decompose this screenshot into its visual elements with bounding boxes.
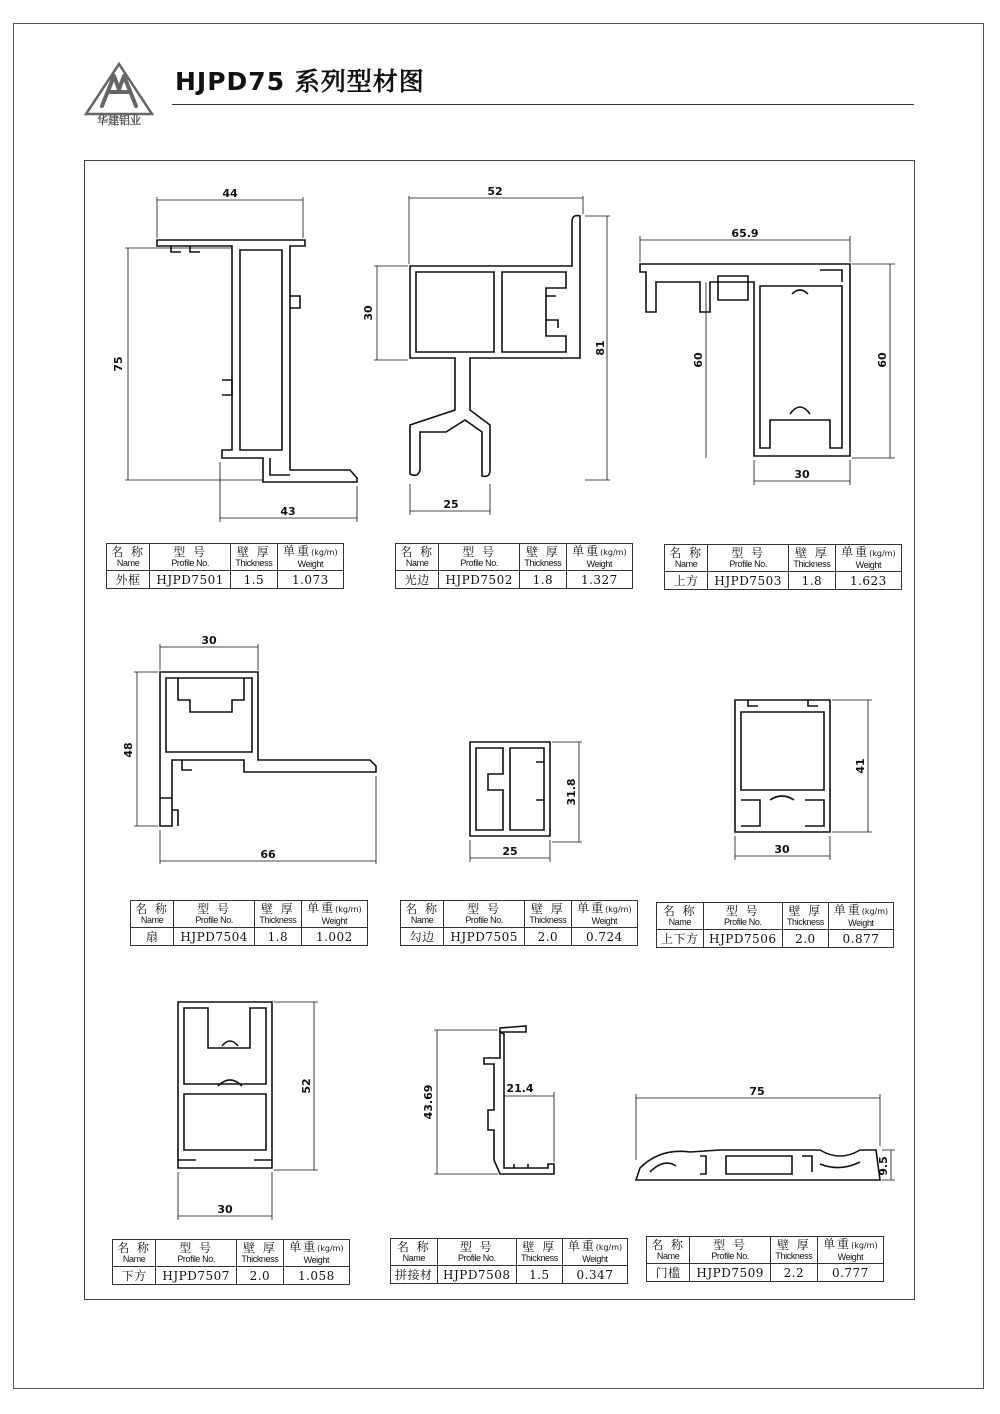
dim-7507-width: 30 [217, 1203, 233, 1216]
dim-7502-inner: 30 [362, 305, 375, 321]
dim-7502-base: 25 [443, 498, 459, 511]
cell-profile-no: HJPD7506 [703, 930, 782, 948]
cell-name: 拼接材 [391, 1266, 438, 1284]
cell-weight: 0.347 [562, 1266, 627, 1284]
cell-profile-no: HJPD7504 [174, 928, 255, 946]
cell-weight: 1.073 [277, 571, 343, 589]
cell-thickness: 2.0 [237, 1267, 284, 1285]
title-divider [172, 104, 914, 105]
cell-profile-no: HJPD7509 [690, 1264, 771, 1282]
dim-7503-inner-height: 60 [692, 352, 705, 368]
cell-profile-no: HJPD7505 [444, 928, 525, 946]
cell-profile-no: HJPD7502 [439, 571, 520, 589]
cell-thickness: 1.8 [255, 928, 302, 946]
cell-weight: 1.327 [566, 571, 632, 589]
profile-drawing-7504 [120, 630, 390, 870]
cell-name: 勾边 [401, 928, 444, 946]
spec-table-7506: 名 称 Name 型 号 Profile No. 壁 厚 Thickness 单重(kg/m) Weight 上下方 HJPD7506 2.0 0.877 [656, 902, 894, 948]
dim-7509-height: 9.5 [877, 1156, 890, 1176]
dim-7507-height: 52 [300, 1078, 313, 1094]
spec-table-7509: 名 称 Name 型 号 Profile No. 壁 厚 Thickness 单重(kg/m) Weight 门槛 HJPD7509 2.2 0.777 [646, 1236, 884, 1282]
cell-name: 门槛 [647, 1264, 690, 1282]
dim-7505-width: 25 [502, 845, 518, 858]
spec-table-7507: 名 称 Name 型 号 Profile No. 壁 厚 Thickness 单重(kg/m) Weight 下方 HJPD7507 2.0 1.058 [112, 1239, 350, 1285]
dim-7502-height: 81 [594, 340, 607, 356]
cell-name: 下方 [113, 1267, 156, 1285]
cell-thickness: 2.0 [782, 930, 828, 948]
spec-table-7504: 名 称 Name 型 号 Profile No. 壁 厚 Thickness 单重(kg/m) Weight 扇 HJPD7504 1.8 1.002 [130, 900, 368, 946]
dim-7504-height: 48 [122, 742, 135, 758]
cell-weight: 1.623 [835, 572, 901, 590]
brand-name: 华建铝业 [97, 114, 141, 127]
spec-table-7502: 名 称 Name 型 号 Profile No. 壁 厚 Thickness 单重(kg/m) Weight 光边 HJPD7502 1.8 1.327 [395, 543, 633, 589]
dim-7506-height: 41 [854, 758, 867, 774]
spec-table-7501: 名 称 Name 型 号 Profile No. 壁 厚 Thickness 单重(kg/m) Weight 外框 HJPD7501 1.5 1.073 [106, 543, 344, 589]
dim-7501-base: 43 [280, 505, 296, 518]
cell-profile-no: HJPD7507 [156, 1267, 237, 1285]
cell-name: 扇 [131, 928, 174, 946]
spec-table-7508: 名 称 Name 型 号 Profile No. 壁 厚 Thickness 单重(kg/m) Weight 拼接材 HJPD7508 1.5 0.347 [390, 1238, 628, 1284]
cell-weight: 1.058 [283, 1267, 349, 1285]
cell-name: 光边 [396, 571, 439, 589]
cell-profile-no: HJPD7503 [708, 572, 789, 590]
cell-name: 上方 [665, 572, 708, 590]
cell-weight: 0.724 [571, 928, 637, 946]
dim-7506-width: 30 [774, 843, 790, 856]
page-title: HJPD75 系列型材图 [175, 67, 425, 96]
profile-drawing-7501 [110, 180, 380, 525]
cell-thickness: 2.2 [771, 1264, 818, 1282]
profile-drawing-7509 [630, 1080, 895, 1190]
cell-thickness: 1.8 [520, 571, 567, 589]
profile-drawing-7503 [630, 220, 900, 490]
cell-thickness: 1.5 [516, 1266, 562, 1284]
dim-7501-height: 75 [112, 356, 125, 372]
profile-drawing-7507 [165, 995, 325, 1220]
cell-weight: 0.877 [828, 930, 893, 948]
cell-weight: 0.777 [817, 1264, 883, 1282]
cell-thickness: 2.0 [525, 928, 572, 946]
dim-7503-width: 65.9 [731, 227, 759, 240]
cell-thickness: 1.5 [231, 571, 278, 589]
profile-drawing-7505 [460, 730, 600, 870]
dim-7508-height: 43.69 [422, 1084, 435, 1120]
dim-7504-width: 30 [201, 634, 217, 647]
spec-table-7505: 名 称 Name 型 号 Profile No. 壁 厚 Thickness 单重(kg/m) Weight 勾边 HJPD7505 2.0 0.724 [400, 900, 638, 946]
dim-7503-height: 60 [876, 352, 889, 368]
dim-7502-width: 52 [487, 185, 503, 198]
cell-weight: 1.002 [301, 928, 367, 946]
dim-7505-height: 31.8 [565, 778, 578, 806]
dim-7503-base: 30 [794, 468, 810, 481]
cell-name: 上下方 [657, 930, 704, 948]
dim-7504-length: 66 [260, 848, 276, 861]
cell-profile-no: HJPD7508 [437, 1266, 516, 1284]
cell-profile-no: HJPD7501 [150, 571, 231, 589]
dim-7509-width: 75 [749, 1085, 765, 1098]
profile-drawing-7506 [725, 690, 875, 865]
cell-name: 外框 [107, 571, 150, 589]
spec-table-7503: 名 称 Name 型 号 Profile No. 壁 厚 Thickness 单重(kg/m) Weight 上方 HJPD7503 1.8 1.623 [664, 544, 902, 590]
profile-drawing-7508 [420, 1020, 570, 1180]
cell-thickness: 1.8 [789, 572, 836, 590]
profile-drawing-7502 [360, 180, 630, 515]
dim-7501-width: 44 [222, 187, 238, 200]
dim-7508-width: 21.4 [506, 1082, 534, 1095]
